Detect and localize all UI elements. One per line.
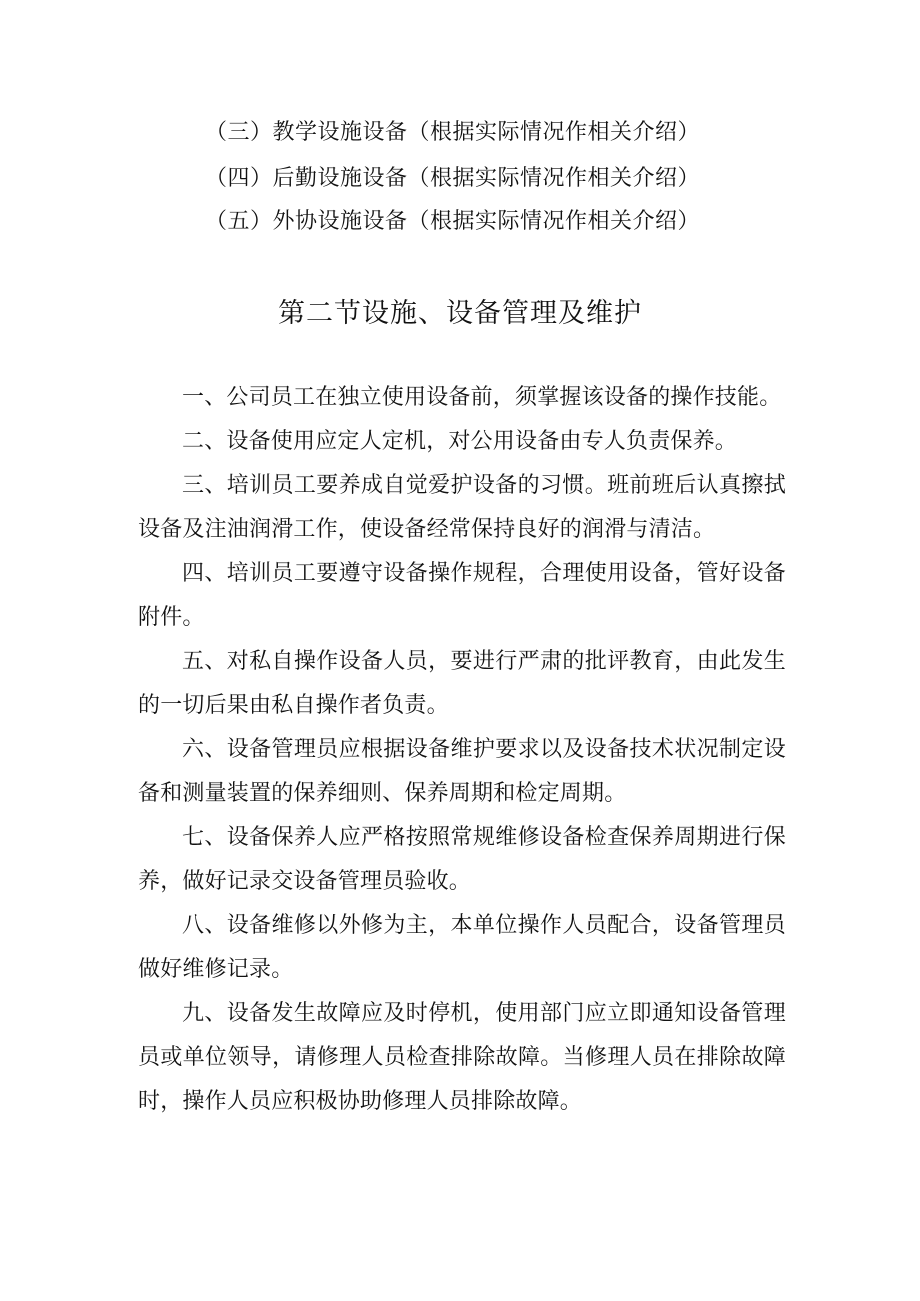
- paragraph-9: 九、设备发生故障应及时停机，使用部门应立即通知设备管理员或单位领导，请修理人员检查排除故障。当修理人员在排除故障时，操作人员应积极协助修理人员排除故障。: [138, 1001, 786, 1114]
- paragraph-4: 四、培训员工要遵守设备操作规程，合理使用设备，管好设备附件。: [138, 561, 786, 630]
- paragraph-1: 一、公司员工在独立使用设备前，须掌握该设备的操作技能。: [182, 385, 782, 410]
- paragraph-2: 二、设备使用应定人定机，对公用设备由专人负责保养。: [182, 429, 738, 454]
- paragraph-3: 三、培训员工要养成自觉爱护设备的习惯。班前班后认真擦拭设备及注油润滑工作，使设备经常保持良好的润滑与清洁。: [138, 473, 786, 542]
- paragraph-7: 七、设备保养人应严格按照常规维修设备检查保养周期进行保养，做好记录交设备管理员验收。: [138, 825, 786, 894]
- section-body: [138, 376, 786, 1124]
- intro-item-teaching-facilities: （三）教学设施设备（根据实际情况作相关介绍）: [205, 120, 701, 145]
- section-title: 第二节设施、设备管理及维护: [278, 298, 642, 329]
- paragraph-5: 五、对私自操作设备人员，要进行严肃的批评教育，由此发生的一切后果由私自操作者负责。: [138, 649, 786, 718]
- paragraph-6: 六、设备管理员应根据设备维护要求以及设备技术状况制定设备和测量装置的保养细则、保养周期和检定周期。: [138, 737, 786, 806]
- paragraph-8: 八、设备维修以外修为主，本单位操作人员配合，设备管理员做好维修记录。: [138, 913, 786, 982]
- intro-item-outsourcing-facilities: （五）外协设施设备（根据实际情况作相关介绍）: [205, 209, 701, 234]
- intro-item-logistics-facilities: （四）后勤设施设备（根据实际情况作相关介绍）: [205, 166, 701, 191]
